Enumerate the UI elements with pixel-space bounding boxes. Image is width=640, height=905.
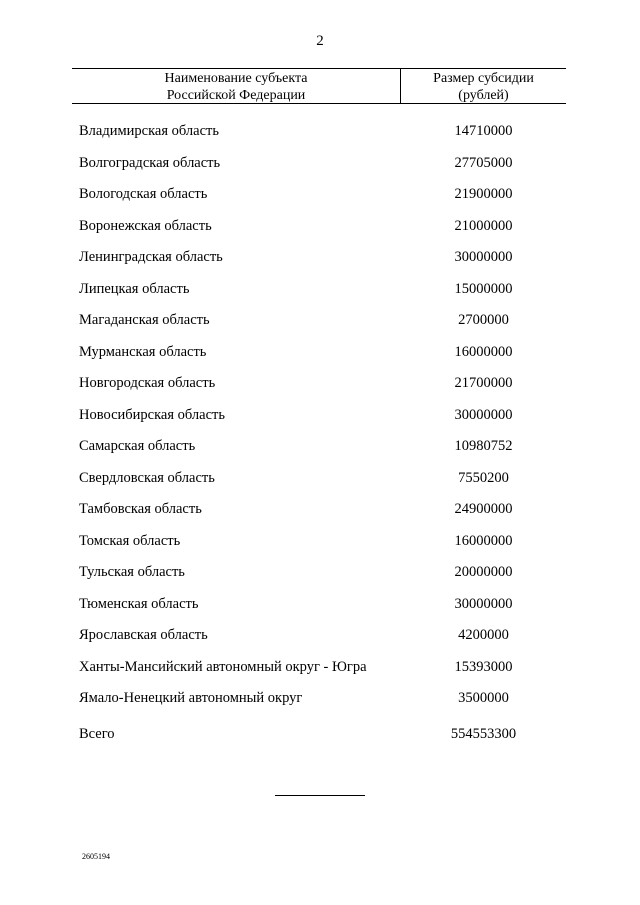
region-name: Волгоградская область (79, 154, 221, 171)
subsidy-amount: 10980752 (454, 438, 513, 454)
subsidy-amount: 15393000 (454, 658, 513, 675)
region-name: Самарская область (79, 438, 196, 454)
region-name: Воронежская область (79, 217, 212, 234)
table-row (72, 594, 566, 614)
table-row (72, 499, 566, 519)
subsidy-amount: 4200000 (458, 627, 509, 643)
subsidy-amount: 30000000 (454, 595, 513, 612)
region-name: Томская область (79, 532, 181, 549)
subsidy-table (72, 68, 566, 742)
table-row (72, 657, 566, 677)
header-amount-line1: Размер субсидии (433, 71, 534, 86)
table-row (72, 405, 566, 425)
table-row (72, 625, 566, 645)
region-name: Тульская область (79, 564, 185, 580)
subsidy-amount: 21900000 (454, 186, 513, 202)
total-row (72, 724, 566, 744)
table-row (72, 184, 566, 204)
table-row (72, 562, 566, 582)
subsidy-amount: 24900000 (454, 501, 513, 517)
header-amount-column (401, 69, 566, 103)
subsidy-amount: 20000000 (454, 564, 513, 580)
table-row (72, 688, 566, 708)
region-name: Новосибирская область (79, 406, 225, 423)
region-name: Ханты-Мансийский автономный округ - Югра (79, 658, 367, 675)
region-name: Вологодская область (79, 186, 208, 202)
header-name-line1: Наименование субъекта (164, 71, 308, 86)
subsidy-amount: 16000000 (454, 343, 513, 360)
page-number: 2 (316, 33, 324, 49)
subsidy-amount: 2700000 (458, 312, 509, 328)
region-name: Липецкая область (79, 280, 190, 297)
table-row (72, 153, 566, 173)
subsidy-amount: 15000000 (454, 280, 513, 297)
total-label: Всего (79, 725, 115, 742)
table-header (72, 68, 566, 104)
table-row (72, 342, 566, 362)
document-code: 2605194 (82, 852, 110, 861)
subsidy-amount: 30000000 (454, 406, 513, 423)
table-row (72, 373, 566, 393)
table-row (72, 247, 566, 267)
table-row (72, 121, 566, 141)
region-name: Тюменская область (79, 595, 199, 612)
region-name: Ленинградская область (79, 249, 223, 265)
table-row (72, 216, 566, 236)
region-name: Ярославская область (79, 627, 208, 643)
subsidy-amount: 7550200 (458, 469, 509, 486)
subsidy-amount: 14710000 (454, 123, 513, 139)
end-divider (275, 795, 365, 796)
region-name: Мурманская область (79, 343, 207, 360)
subsidy-amount: 30000000 (454, 249, 513, 265)
region-name: Свердловская область (79, 469, 215, 486)
table-row (72, 468, 566, 488)
header-name-column (72, 69, 401, 103)
header-name-line2: Российской Федерации (166, 88, 306, 103)
subsidy-amount: 21000000 (454, 217, 513, 234)
subsidy-amount: 3500000 (458, 690, 509, 706)
table-row (72, 436, 566, 456)
region-name: Ямало-Ненецкий автономный округ (79, 690, 303, 706)
subsidy-amount: 21700000 (454, 375, 513, 391)
subsidy-amount: 27705000 (454, 154, 513, 171)
table-row (72, 531, 566, 551)
region-name: Новгородская область (79, 375, 216, 391)
total-amount: 554553300 (450, 725, 517, 742)
header-amount-line2: (рублей) (458, 88, 509, 103)
region-name: Магаданская область (79, 312, 210, 328)
table-row (72, 310, 566, 330)
table-row (72, 279, 566, 299)
subsidy-amount: 16000000 (454, 532, 513, 549)
region-name: Тамбовская область (79, 501, 202, 517)
region-name: Владимирская область (79, 123, 219, 139)
